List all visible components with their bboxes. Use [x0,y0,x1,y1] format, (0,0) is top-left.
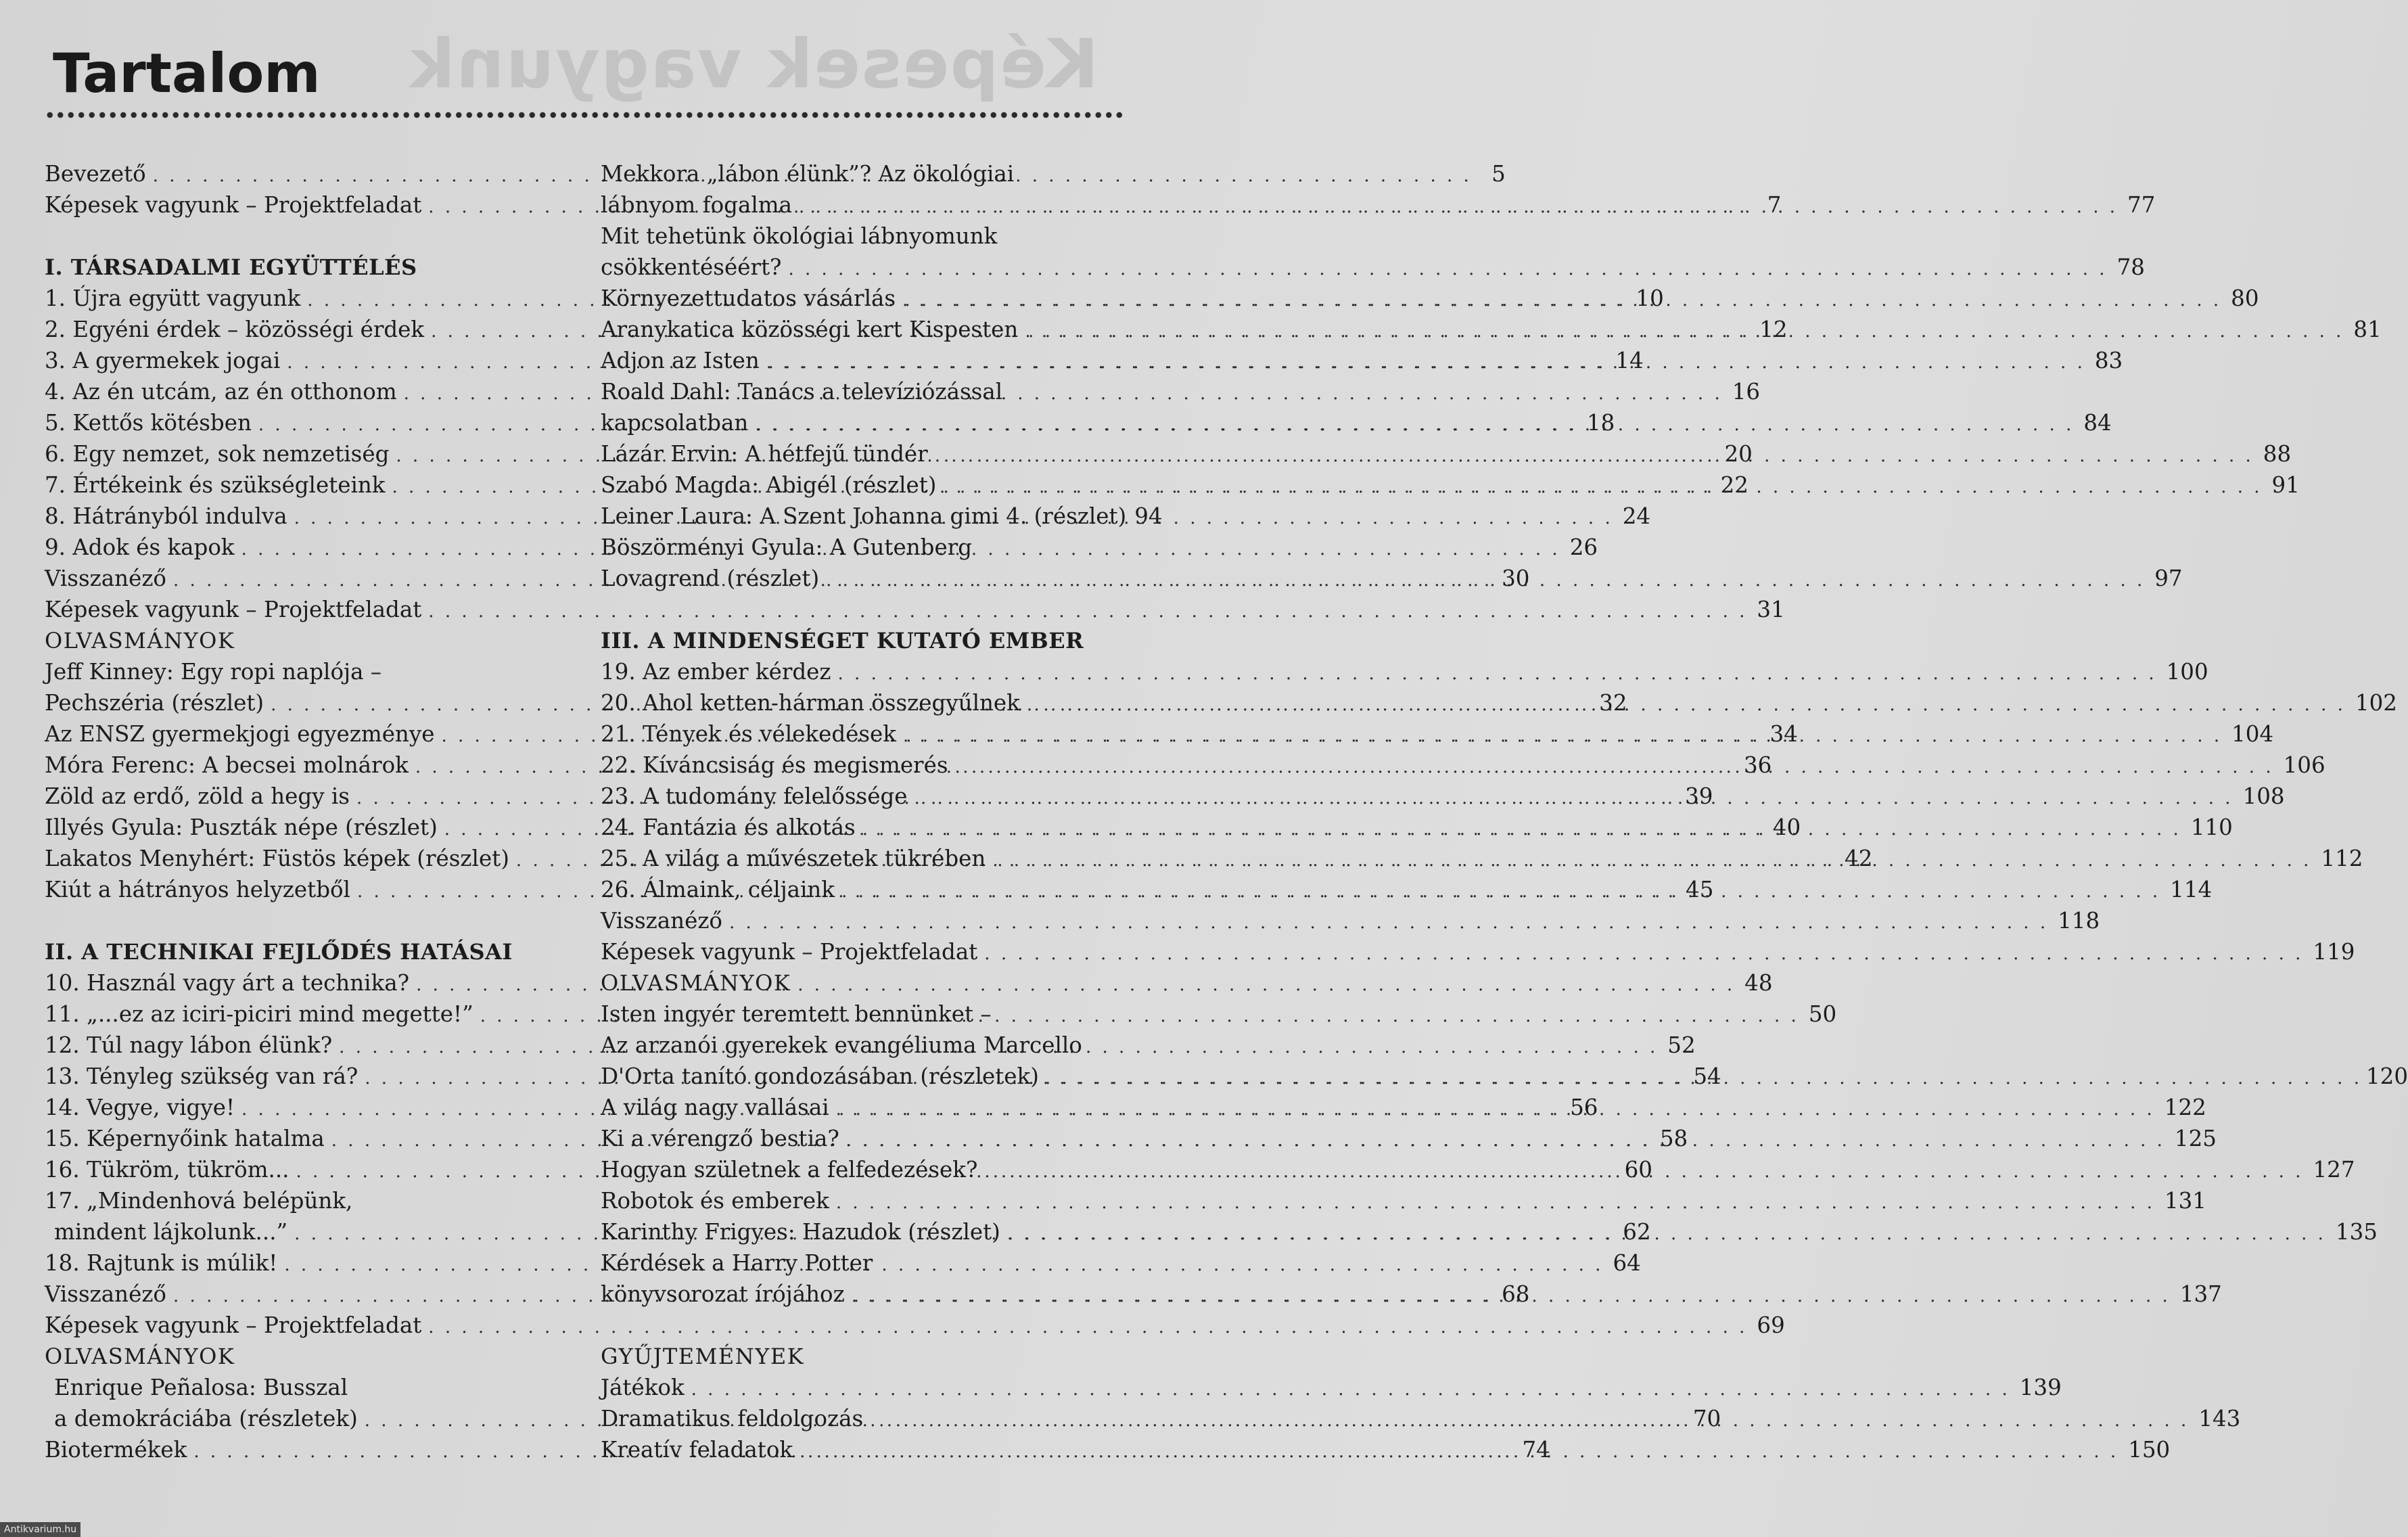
toc-entry[interactable]: Dramatikus feldolgozás . . . 143 [601,1403,1113,1434]
toc-entry[interactable]: 24. Fantázia és alkotás . . . 110 [601,812,1113,843]
toc-entry[interactable]: 2. Egyéni érdek – közösségi érdek . . . 12 [45,314,557,345]
toc-entry[interactable]: csökkentéséért? . . . 78 [601,252,1113,283]
toc-entry[interactable]: Móra Ferenc: A becsei molnárok . . . 36 [45,750,557,781]
toc-entry[interactable]: Hogyan születnek a felfedezések? . . . 127 [601,1154,1113,1185]
toc-entry-line[interactable]: Mekkora „lábon élünk”? Az ökológiai [601,161,1015,187]
toc-entry[interactable]: 3. A gyermekek jogai . . . 14 [45,345,557,376]
toc-entry[interactable]: Játékok . . . 139 [601,1372,1113,1403]
mirrored-page-title: Képesek vagyunk [409,24,1098,104]
toc-entry[interactable]: Aranykatica közösségi kert Kispesten . . . 81 [601,314,1113,345]
toc-entry[interactable]: Leiner Laura: A Szent Johanna gimi 4. (részlet) 94 [601,503,1163,529]
toc-entry[interactable]: Környezettudatos vásárlás . . . 80 [601,283,1113,314]
toc-entry[interactable]: Illyés Gyula: Puszták népe (részlet) . . . 40 [45,812,557,843]
toc-entry[interactable]: 8. Hátrányból indulva . . . 24 [45,501,557,532]
readings-label: OLVASMÁNYOK [601,970,791,996]
toc-entry[interactable]: Az ENSZ gyermekjogi egyezménye . . . 34 [45,718,557,750]
toc-entry[interactable]: Zöld az erdő, zöld a hegy is . . . 39 [45,781,557,812]
section-heading: II. A TECHNIKAI FEJLŐDÉS HATÁSAI [45,939,513,965]
toc-entry[interactable]: a demokráciába (részletek) . . . 70 [45,1403,557,1434]
toc-entry[interactable]: Szabó Magda: Abigél (részlet) . . . 91 [601,469,1113,501]
toc-entry[interactable]: 19. Az ember kérdez . . . 100 [601,656,1113,687]
toc-entry-line[interactable]: Enrique Peñalosa: Busszal [54,1375,348,1400]
toc-entry[interactable]: 4. Az én utcám, az én otthonom . . . 16 [45,376,557,407]
toc-entry[interactable]: Lovagrend (részlet) . . . 97 [601,563,1113,594]
toc-entry[interactable]: Képesek vagyunk – Projektfeladat . . . 119 [601,936,1113,967]
toc-entry[interactable]: könyvsorozat írójához . . . 137 [601,1279,1113,1310]
toc-entry[interactable]: 20. Ahol ketten-hárman összegyűlnek . . . 102 [601,687,1113,718]
toc-entry[interactable]: Visszanéző . . . 30 [45,563,557,594]
toc-entry[interactable]: 18. Rajtunk is múlik! . . . 64 [45,1247,557,1279]
toc-entry[interactable]: Adjon az Isten . . . 83 [601,345,1113,376]
toc-entry-line[interactable]: 17. „Mindenhová belépünk, [45,1188,353,1214]
toc-entry[interactable]: Ki a vérengző bestia? . . . 125 [601,1123,1113,1154]
toc-entry[interactable]: Karinthy Frigyes: Hazudok (részlet) . . . 135 [601,1216,1113,1247]
toc-entry[interactable]: mindent lájkolunk...” . . . 62 [45,1216,557,1247]
toc-entry[interactable]: Kiút a hátrányos helyzetből . . . 45 [45,874,557,905]
toc-entry[interactable]: 15. Képernyőink hatalma . . . 58 [45,1123,557,1154]
toc-entry[interactable]: 26. Álmaink, céljaink . . . 114 [601,874,1113,905]
toc-entry[interactable]: 13. Tényleg szükség van rá? . . . 54 [45,1061,557,1092]
toc-entry-line[interactable]: Kérdések a Harry Potter [601,1250,873,1276]
toc-entry-line[interactable]: Az arzanói gyerekek evangéliuma Marcello [601,1032,1082,1058]
toc-entry-line[interactable]: Roald Dahl: Tanács a televíziózással [601,379,1003,405]
toc-entry[interactable]: Képesek vagyunk – Projektfeladat . . . 69 [45,1310,557,1341]
toc-entry[interactable]: Lakatos Menyhért: Füstös képek (részlet) . . . 42 [45,843,557,874]
toc-entry[interactable]: 9. Adok és kapok . . . 26 [45,532,557,563]
toc-entry[interactable]: D'Orta tanító gondozásában (részletek) . . . 120 [601,1061,1113,1092]
toc-entry[interactable]: Bevezető . . . 5 [45,158,557,189]
section-heading: III. A MINDENSÉGET KUTATÓ EMBER [601,628,1084,653]
toc-entry[interactable]: 6. Egy nemzet, sok nemzetiség . . . 20 [45,438,557,469]
toc-entry[interactable]: 14. Vegye, vigye! . . . 56 [45,1092,557,1123]
toc-entry-line[interactable]: Böszörményi Gyula: A Gutenberg [601,534,973,560]
toc-entry[interactable]: 25. A világ a művészetek tükrében . . . 112 [601,843,1113,874]
toc-entry[interactable]: lábnyom fogalma . . . 77 [601,189,1113,221]
toc-entry[interactable]: 16. Tükröm, tükröm... . . . 60 [45,1154,557,1185]
toc-entry[interactable]: Képesek vagyunk – Projektfeladat . . . 7 [45,189,557,221]
readings-label: OLVASMÁNYOK [45,1344,235,1369]
watermark: Antikvarium.hu [0,1522,80,1537]
toc-entry-line[interactable]: Isten ingyér teremtett bennünket – [601,1001,992,1027]
toc-entry[interactable]: Pechszéria (részlet) . . . 32 [45,687,557,718]
toc-entry[interactable]: 5. Kettős kötésben . . . 18 [45,407,557,438]
toc-entry[interactable]: Robotok és emberek . . . 131 [601,1185,1113,1216]
toc-entry[interactable]: Kreatív feladatok . . . 150 [601,1434,1113,1465]
toc-entry[interactable]: A világ nagy vallásai . . . 122 [601,1092,1113,1123]
toc-entry[interactable]: 21. Tények és vélekedések . . . 104 [601,718,1113,750]
readings-label: OLVASMÁNYOK [45,628,235,653]
toc-entry-line[interactable]: Jeff Kinney: Egy ropi naplója – [45,659,382,685]
toc-entry[interactable]: kapcsolatban . . . 84 [601,407,1113,438]
page-title: Tartalom [53,42,321,105]
toc-entry[interactable]: 1. Újra együtt vagyunk . . . 10 [45,283,557,314]
toc-entry[interactable]: Lázár Ervin: A hétfejű tündér . . . 88 [601,438,1113,469]
toc-entry[interactable]: 22. Kíváncsiság és megismerés . . . 106 [601,750,1113,781]
toc-entry-line[interactable]: Mit tehetünk ökológiai lábnyomunk [601,223,998,249]
toc-entry[interactable]: Képesek vagyunk – Projektfeladat . . . 31 [45,594,557,625]
toc-entry[interactable]: Visszanéző . . . 68 [45,1279,557,1310]
section-heading: I. TÁRSADALMI EGYÜTTÉLÉS [45,254,417,280]
toc-entry[interactable]: 7. Értékeink és szükségleteink . . . 22 [45,469,557,501]
toc-entry[interactable]: 23. A tudomány felelőssége . . . 108 [601,781,1113,812]
toc-entry[interactable]: Biotermékek . . . 74 [45,1434,557,1465]
toc-entry[interactable]: 12. Túl nagy lábon élünk? . . . 52 [45,1030,557,1061]
toc-entry[interactable]: Visszanéző . . . 118 [601,905,1113,936]
collections-label: GYŰJTEMÉNYEK [601,1344,805,1369]
toc-entry[interactable]: 11. „...ez az iciri-piciri mind megette!” . . . 50 [45,999,557,1030]
toc-entry[interactable]: 10. Használ vagy árt a technika? . . . 48 [45,967,557,999]
dotted-divider [45,110,1124,120]
